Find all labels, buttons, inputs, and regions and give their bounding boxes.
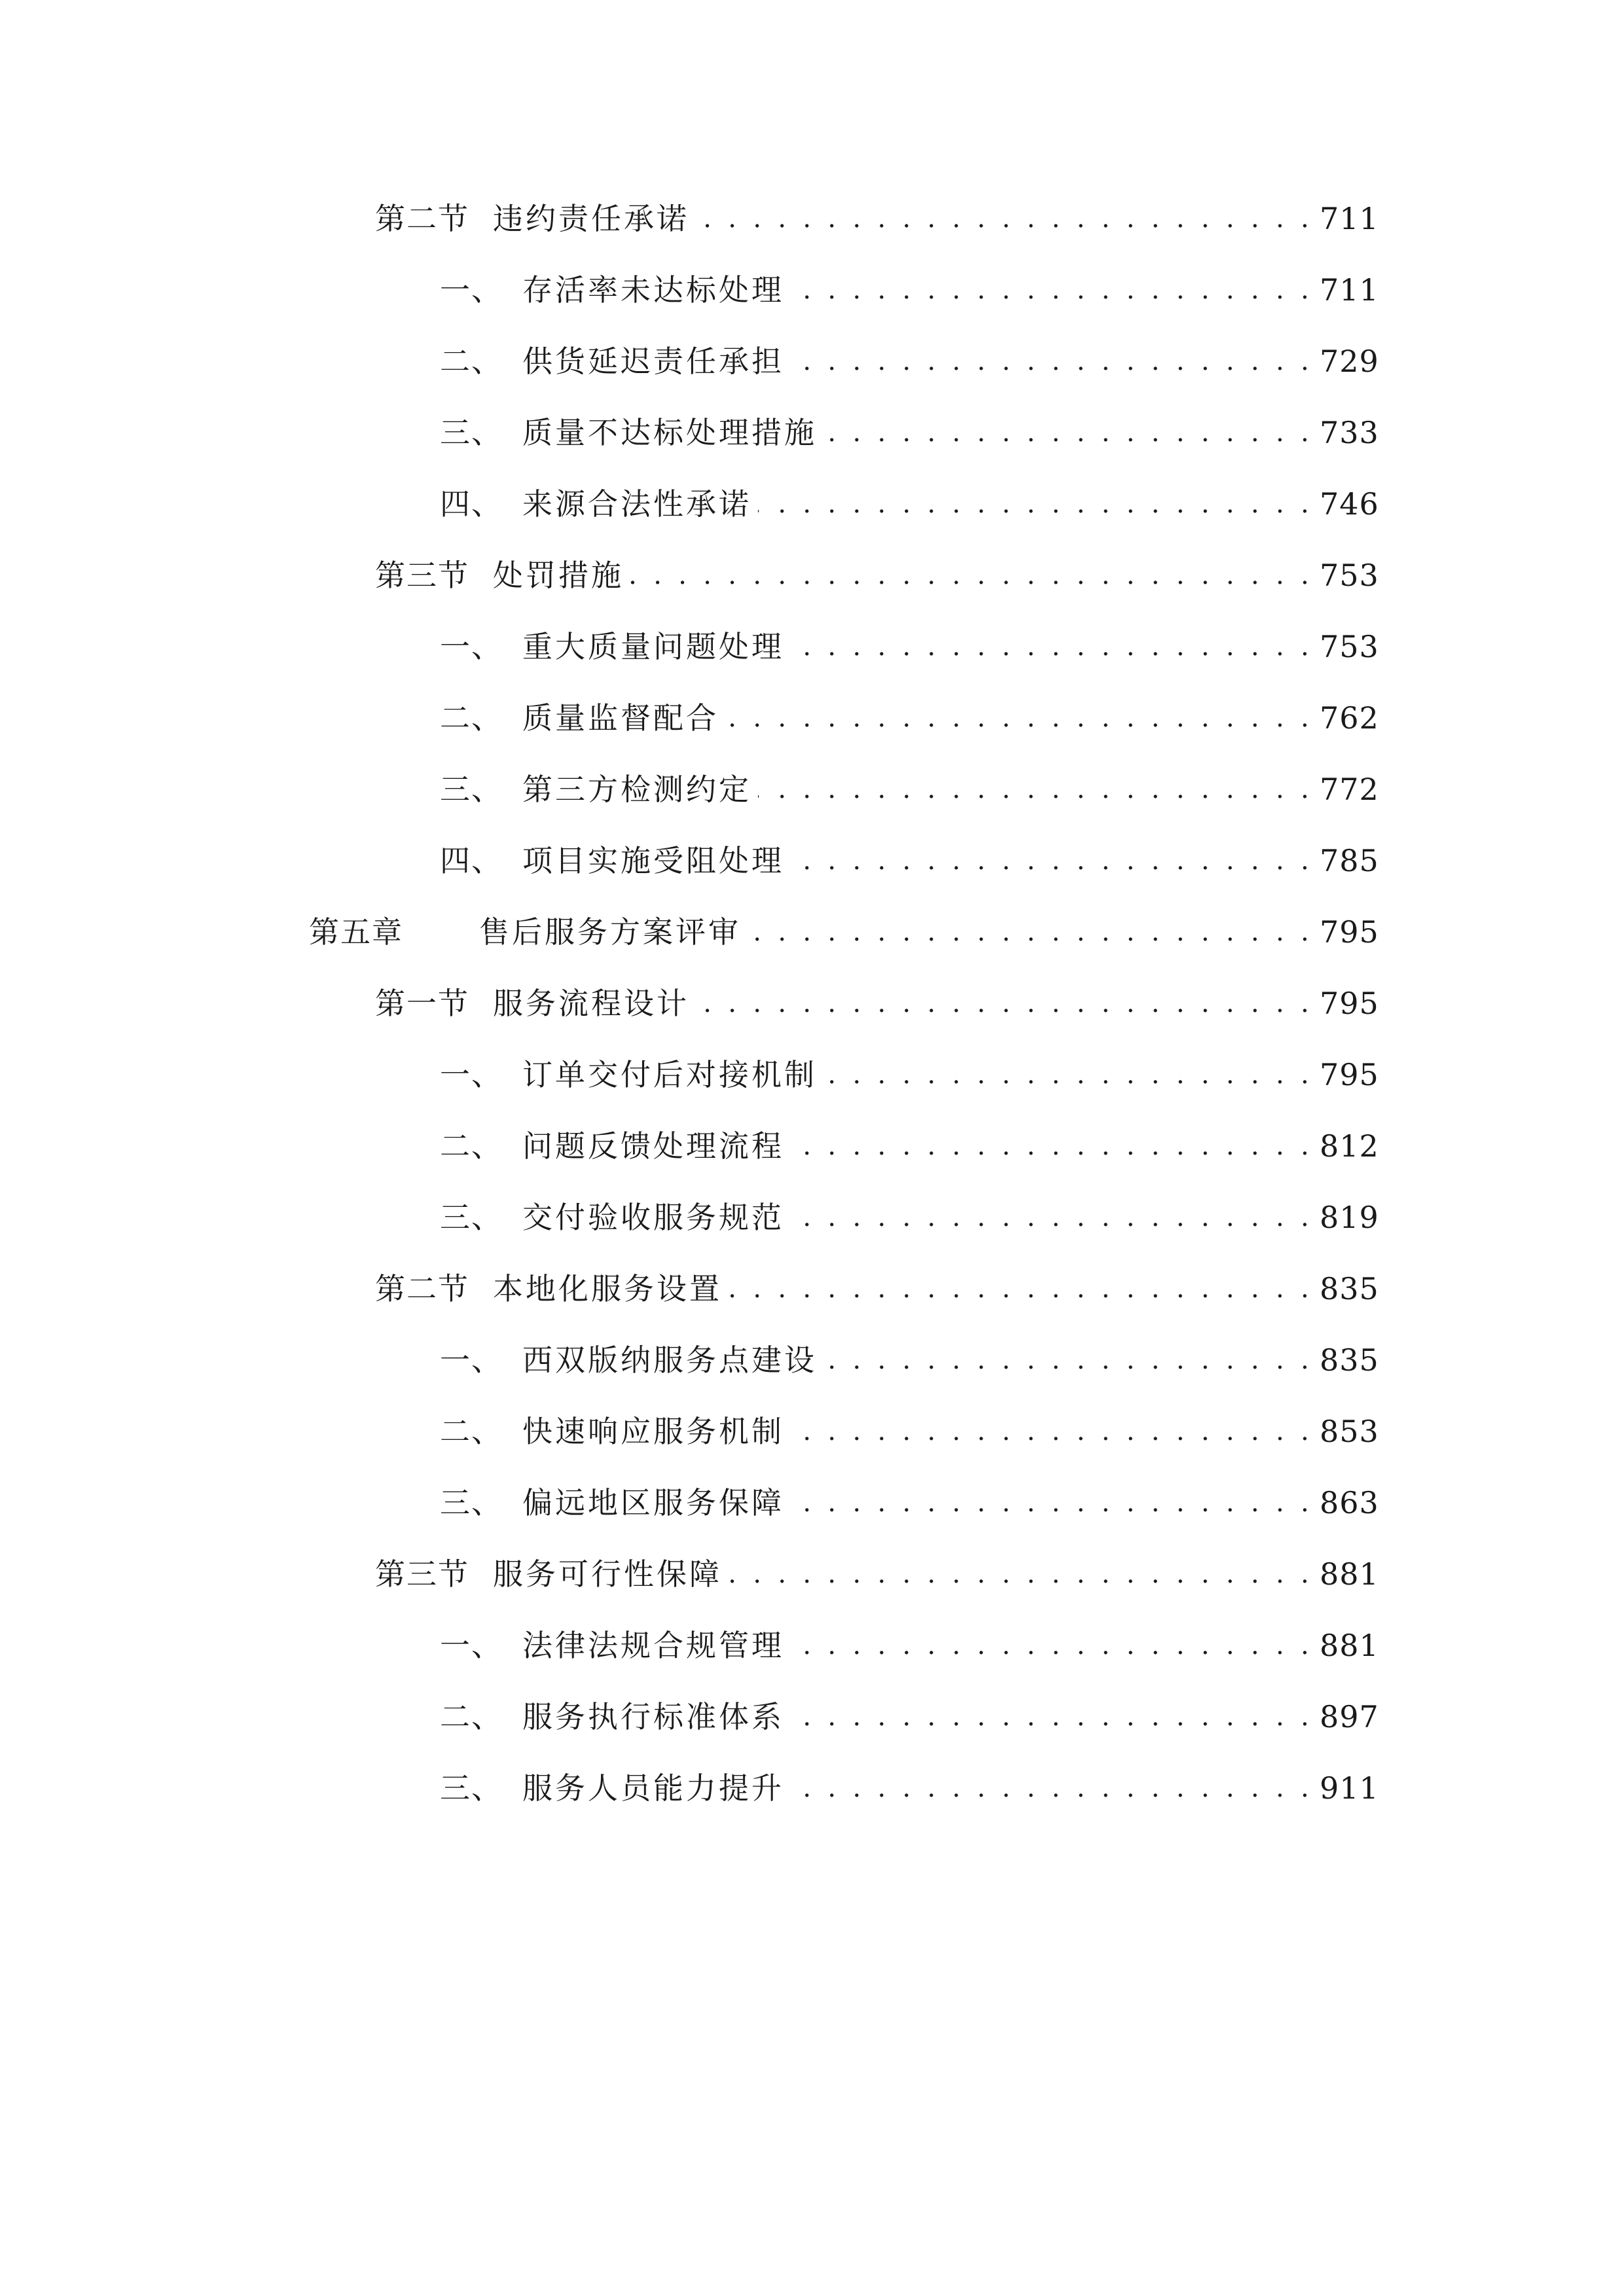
toc-entry-title: 服务执行标准体系 xyxy=(522,1699,784,1734)
dot-leader xyxy=(729,1263,1313,1315)
dot-leader xyxy=(696,192,1313,245)
toc-entry-title: 法律法规合规管理 xyxy=(522,1628,784,1663)
toc-entry-page: 881 xyxy=(1320,1628,1379,1663)
toc-entry-title: 服务可行性保障 xyxy=(493,1556,722,1592)
toc-entry-number: 第三节 xyxy=(375,558,469,593)
toc-entry-number: 二、 xyxy=(440,700,503,736)
dot-leader xyxy=(791,1405,1313,1458)
toc-entry[interactable] xyxy=(0,906,1624,958)
dot-leader xyxy=(748,906,1313,958)
dot-leader xyxy=(791,620,1313,673)
toc-entry-number: 三、 xyxy=(440,1200,503,1235)
toc-entry-number: 一、 xyxy=(440,1057,503,1092)
toc-entry-title: 来源合法性承诺 xyxy=(522,486,751,522)
toc-entry[interactable] xyxy=(0,406,1624,459)
toc-entry-title: 处罚措施 xyxy=(493,558,624,593)
toc-entry-number: 二、 xyxy=(440,1699,503,1734)
toc-entry[interactable] xyxy=(0,1762,1624,1814)
toc-entry-page: 819 xyxy=(1320,1200,1379,1235)
toc-entry-number: 四、 xyxy=(440,486,503,522)
toc-entry-page: 881 xyxy=(1320,1556,1379,1592)
toc-entry-page: 711 xyxy=(1320,201,1379,236)
toc-entry-number: 二、 xyxy=(440,1414,503,1449)
toc-entry-page: 762 xyxy=(1320,700,1379,736)
dot-leader xyxy=(791,1762,1313,1814)
dot-leader xyxy=(725,692,1313,744)
toc-entry-number: 第二节 xyxy=(375,201,469,236)
toc-entry-page: 911 xyxy=(1320,1770,1379,1806)
toc-entry[interactable] xyxy=(0,834,1624,887)
toc-entry[interactable] xyxy=(0,977,1624,1030)
toc-entry-page: 795 xyxy=(1320,914,1379,950)
toc-entry-number: 三、 xyxy=(440,1770,503,1806)
toc-entry-number: 一、 xyxy=(440,1342,503,1378)
toc-entry[interactable] xyxy=(0,1191,1624,1244)
toc-entry-title: 质量监督配合 xyxy=(522,700,719,736)
toc-entry-title: 供货延迟责任承担 xyxy=(522,344,784,379)
toc-entry[interactable] xyxy=(0,1120,1624,1172)
toc-entry-page: 835 xyxy=(1320,1342,1379,1378)
toc-entry-title: 西双版纳服务点建设 xyxy=(522,1342,817,1378)
toc-entry-page: 711 xyxy=(1320,272,1379,308)
toc-entry[interactable] xyxy=(0,549,1624,601)
toc-entry[interactable] xyxy=(0,1405,1624,1458)
toc-entry-page: 785 xyxy=(1320,843,1379,878)
dot-leader xyxy=(791,1120,1313,1172)
toc-entry-page: 812 xyxy=(1320,1128,1379,1164)
toc-entry-page: 753 xyxy=(1320,558,1379,593)
toc-entry-page: 753 xyxy=(1320,629,1379,664)
toc-entry-title: 违约责任承诺 xyxy=(493,201,689,236)
toc-entry-title: 重大质量问题处理 xyxy=(522,629,784,664)
toc-entry[interactable] xyxy=(0,1548,1624,1600)
toc-entry-number: 三、 xyxy=(440,415,503,450)
toc-entry[interactable] xyxy=(0,620,1624,673)
toc-entry-number: 二、 xyxy=(440,1128,503,1164)
toc-entry[interactable] xyxy=(0,692,1624,744)
toc-entry-number: 一、 xyxy=(440,629,503,664)
toc-entry-number: 第二节 xyxy=(375,1271,469,1306)
toc-entry-page: 733 xyxy=(1320,415,1379,450)
toc-entry-page: 795 xyxy=(1320,986,1379,1021)
dot-leader xyxy=(630,549,1313,601)
toc-entry[interactable] xyxy=(0,264,1624,316)
toc-entry[interactable] xyxy=(0,1334,1624,1386)
toc-entry-page: 897 xyxy=(1320,1699,1379,1734)
toc-entry[interactable] xyxy=(0,1049,1624,1101)
dot-leader xyxy=(696,977,1313,1030)
toc-entry-number: 四、 xyxy=(440,843,503,878)
dot-leader xyxy=(791,834,1313,887)
toc-entry[interactable] xyxy=(0,478,1624,530)
toc-entry-title: 存活率未达标处理 xyxy=(522,272,784,308)
dot-leader xyxy=(823,1049,1313,1101)
toc-entry-number: 二、 xyxy=(440,344,503,379)
toc-entry-title: 质量不达标处理措施 xyxy=(522,415,817,450)
toc-entry-page: 853 xyxy=(1320,1414,1379,1449)
toc-entry-title: 偏远地区服务保障 xyxy=(522,1485,784,1520)
dot-leader xyxy=(729,1548,1313,1600)
toc-entry-number: 三、 xyxy=(440,772,503,807)
dot-leader xyxy=(791,264,1313,316)
toc-entry-page: 835 xyxy=(1320,1271,1379,1306)
toc-entry[interactable] xyxy=(0,1263,1624,1315)
toc-entry-title: 本地化服务设置 xyxy=(493,1271,722,1306)
dot-leader xyxy=(791,1191,1313,1244)
toc-entry[interactable] xyxy=(0,192,1624,245)
toc-entry-title: 问题反馈处理流程 xyxy=(522,1128,784,1164)
toc-entry[interactable] xyxy=(0,1691,1624,1743)
toc-entry-title: 交付验收服务规范 xyxy=(522,1200,784,1235)
dot-leader xyxy=(758,478,1313,530)
toc-entry-title: 第三方检测约定 xyxy=(522,772,751,807)
dot-leader xyxy=(823,1334,1313,1386)
toc-entry-title: 服务人员能力提升 xyxy=(522,1770,784,1806)
toc-entry-number: 第一节 xyxy=(375,986,469,1021)
toc-entry[interactable] xyxy=(0,1477,1624,1529)
toc-entry-title: 订单交付后对接机制 xyxy=(522,1057,817,1092)
dot-leader xyxy=(791,335,1313,387)
toc-entry-number: 第三节 xyxy=(375,1556,469,1592)
toc-entry-page: 772 xyxy=(1320,772,1379,807)
toc-entry-page: 795 xyxy=(1320,1057,1379,1092)
toc-entry[interactable] xyxy=(0,335,1624,387)
toc-entry-title: 项目实施受阻处理 xyxy=(522,843,784,878)
toc-entry[interactable] xyxy=(0,1619,1624,1672)
toc-entry-number: 一、 xyxy=(440,272,503,308)
dot-leader xyxy=(823,406,1313,459)
toc-entry[interactable] xyxy=(0,763,1624,816)
toc-entry-title: 服务流程设计 xyxy=(493,986,689,1021)
dot-leader xyxy=(791,1691,1313,1743)
toc-entry-number: 一、 xyxy=(440,1628,503,1663)
dot-leader xyxy=(791,1619,1313,1672)
toc-entry-page: 863 xyxy=(1320,1485,1379,1520)
toc-entry-title: 快速响应服务机制 xyxy=(522,1414,784,1449)
toc-entry-number: 第五章 xyxy=(309,914,403,950)
dot-leader xyxy=(758,763,1313,816)
toc-entry-page: 746 xyxy=(1320,486,1379,522)
toc-entry-page: 729 xyxy=(1320,344,1379,379)
dot-leader xyxy=(791,1477,1313,1529)
toc-entry-title: 售后服务方案评审 xyxy=(479,914,741,950)
toc-entry-number: 三、 xyxy=(440,1485,503,1520)
